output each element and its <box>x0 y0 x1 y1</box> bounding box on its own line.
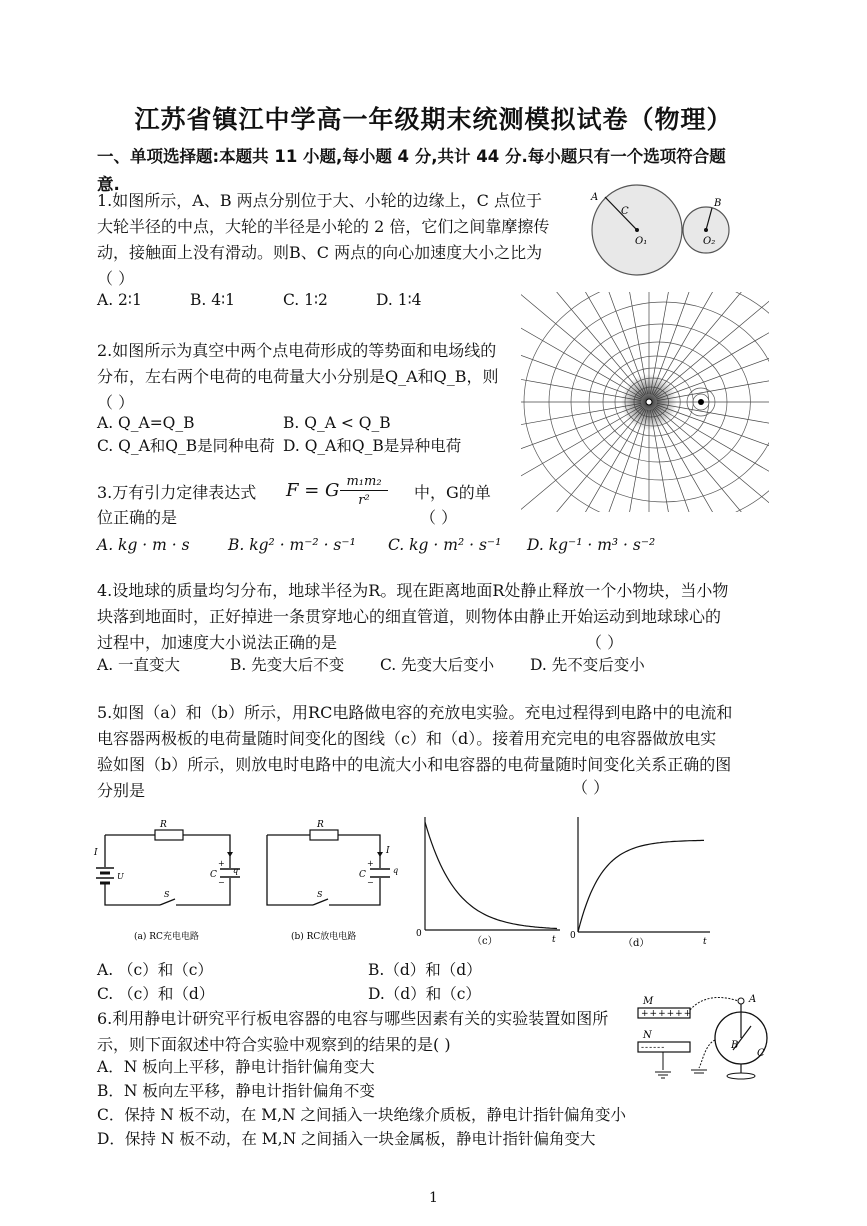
label-i: I <box>386 846 390 856</box>
question-5 <box>97 700 787 804</box>
label-q: q <box>233 866 239 875</box>
q2-option-c[interactable]: C. Q_A和Q_B是同种电荷 <box>97 437 275 455</box>
q1-option-d[interactable]: D. 1∶4 <box>376 291 422 309</box>
question-6 <box>97 1006 637 1058</box>
q5-option-d[interactable]: D.（d）和（c） <box>368 985 481 1003</box>
t-axis-label: t <box>552 935 556 945</box>
label-a: A <box>591 192 599 203</box>
q4-line: 过程中，加速度大小说法正确的是 <box>97 633 338 652</box>
label-plus: + <box>218 859 225 868</box>
q1-line: 大轮半径的中点，大轮的半径是小轮的 2 倍，它们之间靠摩擦传 <box>97 217 550 236</box>
q6-option-c[interactable]: C．保持 N 板不动，在 M,N 之间插入一块绝缘介质板，静电计指针偏角变小 <box>97 1106 626 1124</box>
q4-option-c[interactable]: C. 先变大后变小 <box>380 656 495 674</box>
graph-c <box>410 812 560 952</box>
graph-d <box>565 812 715 952</box>
q3-blank: （ ） <box>420 508 458 527</box>
section-header-line1: 一、单项选择题:本题共 11 小题,每小题 4 分,共计 44 分.每小题只有一个选项符合题 <box>97 147 726 166</box>
label-s: S <box>164 890 170 899</box>
q2-option-d[interactable]: D. Q_A和Q_B是异种电荷 <box>283 437 462 455</box>
q6-line: 6.利用静电计研究平行板电容器的电容与哪些因素有关的实验装置如图所 <box>97 1009 609 1028</box>
fig-c-caption: （c） <box>472 936 498 947</box>
origin-label: 0 <box>570 931 576 941</box>
q1-option-a[interactable]: A. 2∶1 <box>97 291 142 309</box>
question-2 <box>97 338 517 416</box>
wheels-figure <box>585 180 735 280</box>
label-o2: O₂ <box>703 236 716 247</box>
label-n: N <box>643 1030 652 1041</box>
t-axis-label: t <box>703 937 707 947</box>
q3-formula-denominator: r² <box>358 493 370 508</box>
label-plus: + <box>367 859 374 868</box>
q3-line2: 位正确的是 <box>97 508 178 527</box>
q4-option-b[interactable]: B. 先变大后不变 <box>230 656 345 674</box>
q3-option-a[interactable]: A. kg · m · s <box>97 536 190 554</box>
q4-blank: （ ） <box>586 633 624 652</box>
q2-option-b[interactable]: B. Q_A < Q_B <box>283 414 391 432</box>
q4-line: 4.设地球的质量均匀分布，地球半径为R。现在距离地面R处静止释放一个小物块，当小物 <box>97 581 729 600</box>
origin-label: 0 <box>416 929 422 939</box>
label-a: A <box>749 994 757 1005</box>
q2-option-a[interactable]: A. Q_A=Q_B <box>97 414 195 432</box>
q2-line: 2.如图所示为真空中两个点电荷形成的等势面和电场线的 <box>97 341 497 360</box>
q2-line: 分布，左右两个电荷的电荷量大小分别是Q_A和Q_B，则 <box>97 367 499 386</box>
label-s: S <box>317 890 323 899</box>
electroscope-figure <box>633 990 773 1100</box>
q4-option-a[interactable]: A. 一直变大 <box>97 656 181 674</box>
q3-option-c[interactable]: C. kg · m² · s⁻¹ <box>388 536 502 554</box>
q5-blank: （ ） <box>572 778 610 797</box>
label-i: I <box>94 848 98 858</box>
label-c: C <box>757 1048 765 1059</box>
fig-d-caption: （d） <box>623 938 650 949</box>
label-u: U <box>117 872 124 881</box>
q3-line1-pre: 3.万有引力定律表达式 <box>97 483 257 502</box>
exam-title: 江苏省镇江中学高一年级期末统测模拟试卷（物理） <box>134 105 733 134</box>
label-m: M <box>643 996 654 1007</box>
fig-a-caption: (a) RC充电电路 <box>134 932 199 942</box>
label-minus: − <box>218 878 225 887</box>
label-c: C <box>621 206 629 217</box>
q6-option-d[interactable]: D．保持 N 板不动，在 M,N 之间插入一块金属板，静电计指针偏角变大 <box>97 1130 596 1148</box>
question-1 <box>97 188 587 292</box>
q6-option-b[interactable]: B．N 板向左平移，静电计指针偏角不变 <box>97 1082 375 1100</box>
q6-option-a[interactable]: A．N 板向上平移，静电计指针偏角变大 <box>97 1058 375 1076</box>
plate-m-charges: ++++++ <box>641 1009 693 1019</box>
q5-line: 5.如图（a）和（b）所示，用RC电路做电容的充放电实验。充电过程得到电路中的电流和 <box>97 703 733 722</box>
label-r: R <box>160 820 167 830</box>
q2-line: （ ） <box>97 393 135 412</box>
section-header-line2: 意. <box>97 175 120 194</box>
label-o1: O₁ <box>635 236 648 247</box>
q1-line: 1.如图所示，A、B 两点分别位于大、小轮的边缘上，C 点位于 <box>97 191 542 210</box>
q3-option-b[interactable]: B. kg² · m⁻² · s⁻¹ <box>228 536 356 554</box>
q6-line: 示，则下面叙述中符合实验中观察到的结果的是( ) <box>97 1035 451 1054</box>
rc-charging-circuit <box>90 815 250 945</box>
fig-b-caption: (b) RC放电电路 <box>291 932 357 942</box>
q4-option-d[interactable]: D. 先不变后变小 <box>530 656 645 674</box>
q4-line: 块落到地面时，正好掉进一条贯穿地心的细直管道，则物体由静止开始运动到地球球心的 <box>97 607 722 626</box>
q5-option-b[interactable]: B.（d）和（d） <box>368 961 482 979</box>
question-4 <box>97 578 777 656</box>
q5-line: 验如图（b）所示，则放电时电路中的电流大小和电容器的电荷量随时间变化关系正确的图 <box>97 755 732 774</box>
q1-option-b[interactable]: B. 4∶1 <box>190 291 236 309</box>
q3-option-d[interactable]: D. kg⁻¹ · m³ · s⁻² <box>527 536 656 554</box>
q3-formula-lhs: F = G <box>286 480 340 501</box>
label-c: C <box>359 870 366 880</box>
q1-line: 动，接触面上没有滑动。则B、C 两点的向心加速度大小之比为 <box>97 243 543 262</box>
plate-n-charges: ------ <box>641 1043 666 1053</box>
label-minus: − <box>367 878 374 887</box>
q5-line: 分别是 <box>97 781 146 800</box>
q5-option-c[interactable]: C. （c）和（d） <box>97 985 215 1003</box>
page-number: 1 <box>429 1190 438 1206</box>
q5-option-a[interactable]: A. （c）和（c） <box>97 961 213 979</box>
field-lines-figure <box>521 292 769 512</box>
q3-line1-post: 中，G的单 <box>414 483 491 502</box>
q3-formula-numerator: m₁m₂ <box>340 474 388 491</box>
rc-discharging-circuit <box>255 815 405 945</box>
label-c: C <box>210 870 217 880</box>
label-q: q <box>393 866 399 875</box>
q1-line: （ ） <box>97 269 135 288</box>
q5-line: 电容器两极板的电荷量随时间变化的图线（c）和（d）。接着用充完电的电容器做放电实 <box>97 729 717 748</box>
q1-option-c[interactable]: C. 1∶2 <box>283 291 328 309</box>
label-b: B <box>731 1040 739 1051</box>
label-b: B <box>714 198 722 209</box>
label-r: R <box>317 820 324 830</box>
